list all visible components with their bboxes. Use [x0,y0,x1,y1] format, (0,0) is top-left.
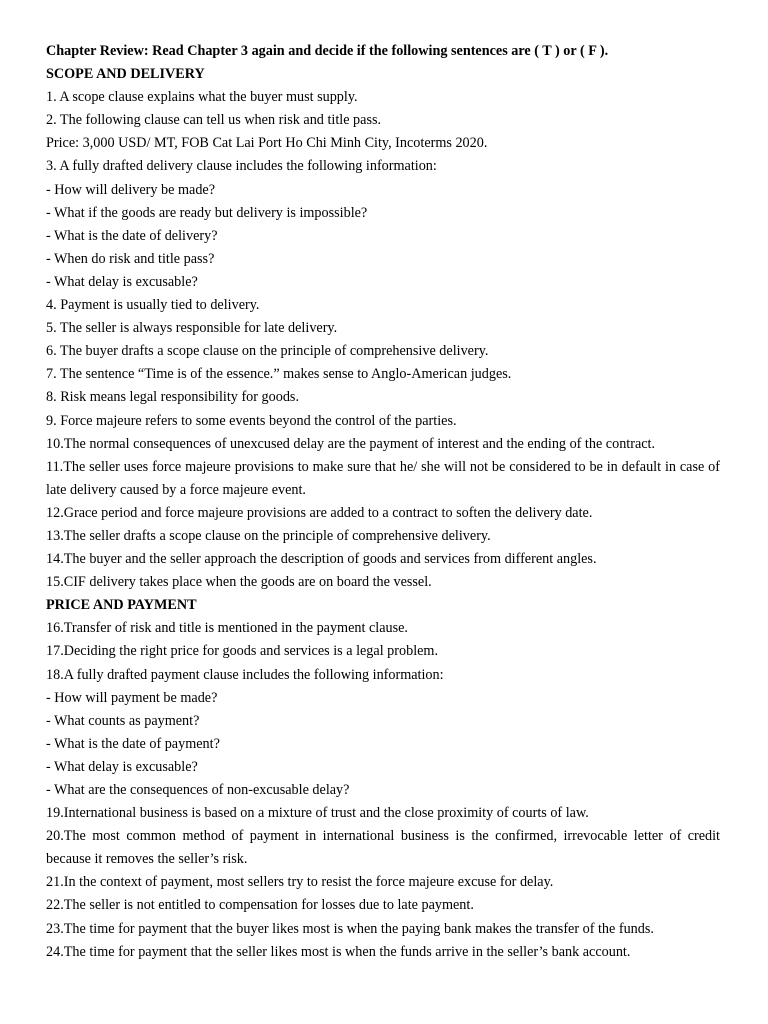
question-item: 1. A scope clause explains what the buyer must supply. [46,89,358,106]
question-item: 20.The most common method of payment in international business is the confirmed, irrevocable letter of credit because it removes the seller’s risk. [46,828,720,868]
sub-item: - What delay is excusable? [46,758,198,775]
section-title: SCOPE AND DELIVERY [46,66,205,83]
question-item: 4. Payment is usually tied to delivery. [46,297,260,314]
question-item: Price: 3,000 USD/ MT, FOB Cat Lai Port Ho Chi Minh City, Incoterms 2020. [46,135,488,152]
document-page [46,40,720,964]
section-title: PRICE AND PAYMENT [46,597,197,614]
question-item: 5. The seller is always responsible for late delivery. [46,320,338,337]
question-item: 21.In the context of payment, most sellers try to resist the force majeure excuse for delay. [46,874,554,891]
question-item: 2. The following clause can tell us when risk and title pass. [46,112,382,129]
sub-item: - What delay is excusable? [46,273,198,290]
question-item: 19.International business is based on a mixture of trust and the close proximity of courts of law. [46,805,589,822]
question-item: 15.CIF delivery takes place when the goods are on board the vessel. [46,574,432,591]
question-item: 13.The seller drafts a scope clause on the principle of comprehensive delivery. [46,527,491,544]
question-item: 22.The seller is not entitled to compensation for losses due to late payment. [46,897,474,914]
sub-item: - How will delivery be made? [46,181,216,198]
question-item: 9. Force majeure refers to some events beyond the control of the parties. [46,412,457,429]
question-item: 12.Grace period and force majeure provisions are added to a contract to soften the delivery date. [46,504,593,521]
sub-item: - What are the consequences of non-excusable delay? [46,782,350,798]
question-item: 14.The buyer and the seller approach the description of goods and services from different angles. [46,551,597,568]
sub-item: - What is the date of payment? [46,735,220,752]
question-item: 11.The seller uses force majeure provisions to make sure that he/ she will not be considered to be in default in case of late delivery caused by a force majeure event. [46,458,720,498]
question-item: 7. The sentence “Time is of the essence.” makes sense to Anglo-American judges. [46,366,512,383]
question-item: 24.The time for payment that the seller likes most is when the funds arrive in the seller’s bank account. [46,943,631,960]
question-item: 8. Risk means legal responsibility for goods. [46,389,299,406]
sections-container [46,63,720,964]
sub-item: - What if the goods are ready but delivery is impossible? [46,204,368,221]
question-item: 3. A fully drafted delivery clause includes the following information: [46,158,437,175]
sub-item: - What counts as payment? [46,712,200,729]
question-item: 6. The buyer drafts a scope clause on the principle of comprehensive delivery. [46,343,489,360]
question-item: 18.A fully drafted payment clause includes the following information: [46,666,444,683]
question-item: 17.Deciding the right price for goods and services is a legal problem. [46,643,439,660]
question-item: 10.The normal consequences of unexcused delay are the payment of interest and the ending of the contract. [46,435,656,452]
chapter-review-heading: Chapter Review: Read Chapter 3 again and decide if the following sentences are ( T ) or ( F ). [46,43,609,59]
question-item: 23.The time for payment that the buyer likes most is when the paying bank makes the transfer of the funds. [46,920,654,937]
sub-item: - When do risk and title pass? [46,250,215,267]
sub-item: - How will payment be made? [46,689,218,706]
question-item: 16.Transfer of risk and title is mentioned in the payment clause. [46,620,408,637]
sub-item: - What is the date of delivery? [46,227,218,244]
